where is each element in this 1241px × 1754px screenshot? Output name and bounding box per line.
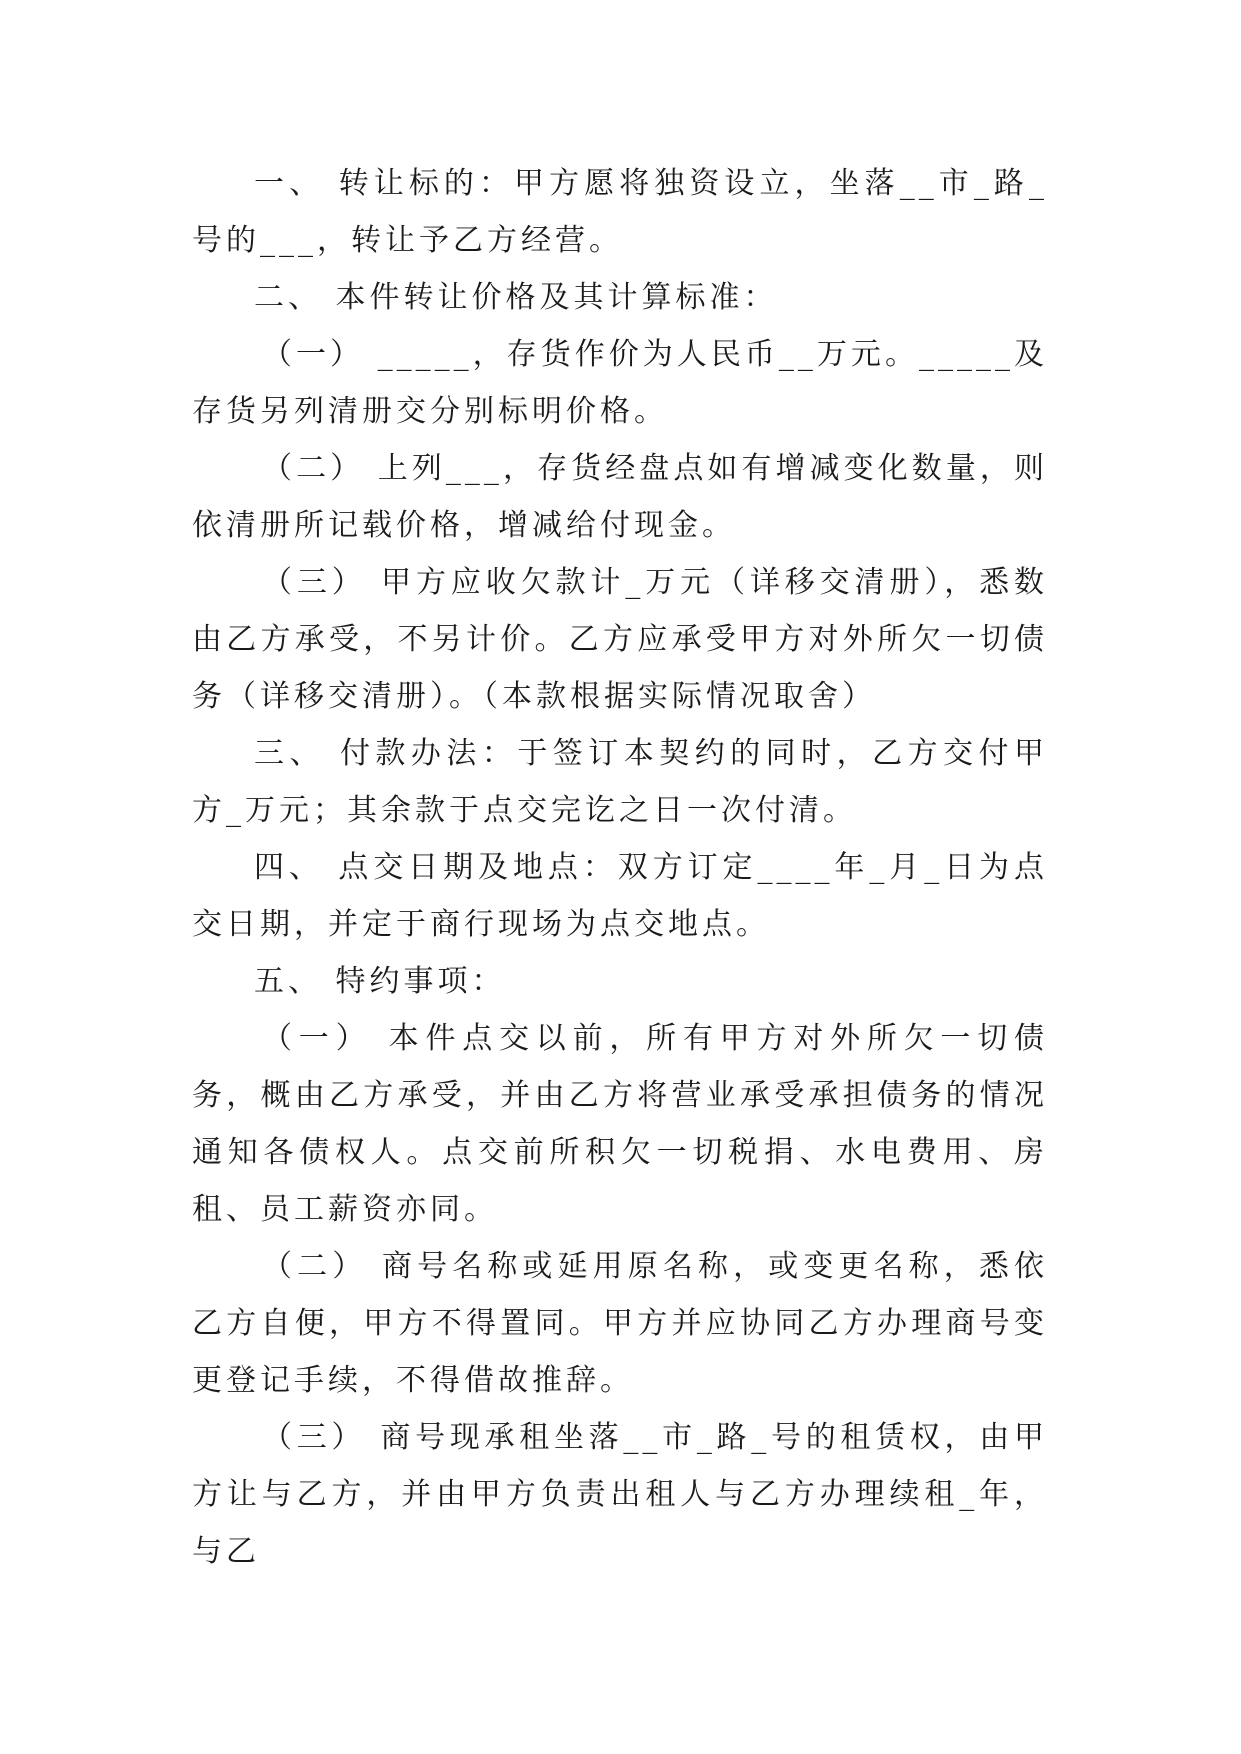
clause-5-item-3: （三） 商号现承租坐落__市_路_号的租赁权，由甲方让与乙方，并由甲方负责出租人与乙方办理续租_年，与乙	[192, 1420, 1048, 1569]
clause-1-transfer-subject: 一、 转让标的：甲方愿将独资设立，坐落__市_路_号的___，转让予乙方经营。	[192, 166, 1048, 258]
clause-5-special-heading: 五、 特约事项：	[254, 964, 506, 999]
clause-5-item-2: （二） 商号名称或延用原名称，或变更名称，悉依乙方自便，甲方不得置同。甲方并应协同乙方办理商号变更登记手续，不得借故推辞。	[192, 1249, 1048, 1398]
document-page	[192, 155, 1048, 1580]
clause-2-item-3: （三） 甲方应收欠款计_万元（详移交清册），悉数由乙方承受，不另计价。乙方应承受甲方对外所欠一切债务（详移交清册）。（本款根据实际情况取舍）	[192, 565, 1048, 714]
clause-2-item-1: （一） _____，存货作价为人民币__万元。_____及存货另列清册交分别标明价格。	[192, 337, 1048, 429]
clause-3-payment: 三、 付款办法：于签订本契约的同时，乙方交付甲方_万元；其余款于点交完讫之日一次付清。	[192, 736, 1048, 828]
clause-2-item-2: （二） 上列___，存货经盘点如有增减变化数量，则依清册所记载价格，增减给付现金。	[192, 451, 1048, 543]
clause-4-handover-date: 四、 点交日期及地点：双方订定____年_月_日为点交日期，并定于商行现场为点交地点。	[192, 850, 1048, 942]
clause-2-price-heading: 二、 本件转让价格及其计算标准：	[254, 280, 778, 315]
clause-5-item-1: （一） 本件点交以前，所有甲方对外所欠一切债务，概由乙方承受，并由乙方将营业承受承担债务的情况通知各债权人。点交前所积欠一切税捐、水电费用、房租、员工薪资亦同。	[192, 1021, 1048, 1227]
